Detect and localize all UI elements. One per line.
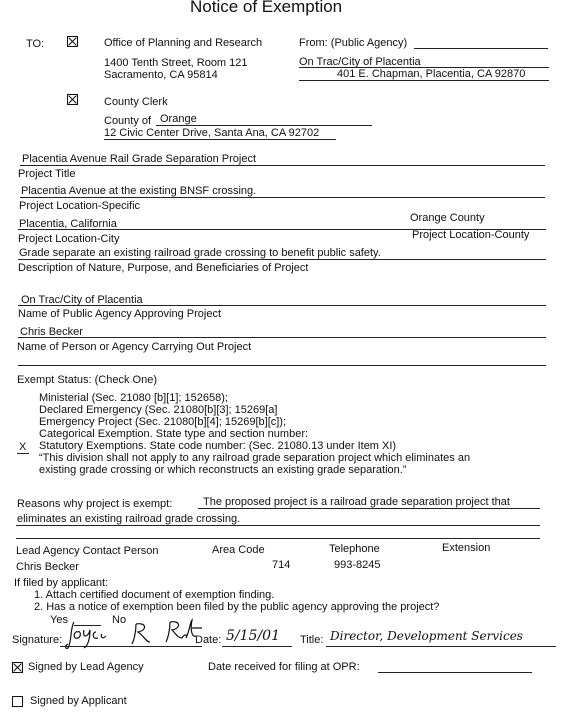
reasons-line1: The proposed project is a railroad grade separation project that xyxy=(203,496,510,508)
applicant-item2: 2. Has a notice of exemption been filed by the public agency approving the project? xyxy=(34,601,440,613)
location-specific-value: Placentia Avenue at the existing BNSF crossing. xyxy=(21,185,257,197)
handwritten-signature xyxy=(66,616,208,652)
signature-label: Signature: xyxy=(12,634,63,646)
exempt-declared: Declared Emergency (Sec. 21080[b][3]; 15269[a] xyxy=(39,404,278,416)
clerk-checkbox[interactable] xyxy=(67,94,78,105)
person-carrying-label: Name of Person or Agency Carrying Out Project xyxy=(17,341,252,353)
exempt-ministerial: Ministerial (Sec. 21080 [b][1]; 152658); xyxy=(39,392,228,404)
from-agency: On Trac/City of Placentia xyxy=(299,56,421,68)
reasons-line2: eliminates an existing railroad grade crossing. xyxy=(17,513,241,525)
location-county-label: Project Location-County xyxy=(412,229,530,241)
approving-agency-value: On Trac/City of Placentia xyxy=(21,294,143,306)
approving-agency-label: Name of Public Agency Approving Project xyxy=(18,308,222,320)
opr-name: Office of Planning and Research xyxy=(104,37,263,49)
opr-checkbox[interactable] xyxy=(67,36,78,47)
exempt-emergency: Emergency Project (Sec. 21080[b][4]; 15269[b][c]); xyxy=(39,416,287,428)
title-label: Title: xyxy=(300,634,324,646)
project-title-label: Project Title xyxy=(18,168,76,180)
contact-person-value: Chris Becker xyxy=(16,561,79,573)
signed-lead-checkbox[interactable] xyxy=(12,662,23,673)
date-label: Date: xyxy=(195,634,222,646)
applicant-item1: 1. Attach certified document of exemption finding. xyxy=(34,589,275,601)
page-title: Notice of Exemption xyxy=(190,0,343,16)
area-code-label: Area Code xyxy=(212,544,265,556)
title-value: Director, Development Services xyxy=(330,629,523,643)
location-city-label: Project Location-City xyxy=(18,233,120,245)
contact-person-label: Lead Agency Contact Person xyxy=(16,545,159,557)
exempt-status-label: Exempt Status: (Check One) xyxy=(17,374,157,386)
telephone-value: 993-8245 xyxy=(334,559,381,571)
extension-label: Extension xyxy=(442,542,491,554)
description-label: Description of Nature, Purpose, and Beneficiaries of Project xyxy=(18,262,309,274)
opr-address2: Sacramento, CA 95814 xyxy=(104,69,218,81)
county-prefix: County of xyxy=(104,115,152,127)
signed-applicant-checkbox[interactable] xyxy=(12,696,23,707)
applicant-yes: Yes xyxy=(50,614,68,626)
telephone-label: Telephone xyxy=(329,543,380,555)
clerk-name: County Clerk xyxy=(104,96,168,108)
date-received-label: Date received for filing at OPR: xyxy=(208,661,360,673)
to-label: TO: xyxy=(26,38,45,50)
exempt-statutory: Statutory Exemptions. State code number: (Sec. 21080.13 under Item XI) xyxy=(39,440,397,452)
signed-applicant-label: Signed by Applicant xyxy=(30,695,127,707)
location-county-value: Orange County xyxy=(410,212,485,224)
exempt-categorical: Categorical Exemption. State type and section number: xyxy=(39,428,309,440)
applicant-no: No xyxy=(112,614,127,626)
statutory-mark: X xyxy=(19,441,27,453)
reasons-label: Reasons why project is exempt: xyxy=(17,498,173,510)
person-carrying-value: Chris Becker xyxy=(20,326,83,338)
location-city-value: Placentia, California xyxy=(19,218,117,230)
signed-lead-label: Signed by Lead Agency xyxy=(28,661,144,673)
from-address: 401 E. Chapman, Placentia, CA 92870 xyxy=(337,68,526,80)
exempt-quote-line1: “This division shall not apply to any railroad grade separation project which eliminates an xyxy=(39,452,471,464)
area-code-value: 714 xyxy=(272,559,291,571)
exempt-quote-line2: existing grade crossing or which reconstructs an existing grade separation.” xyxy=(39,464,407,476)
date-value: 5/15/01 xyxy=(226,628,280,644)
project-title-value: Placentia Avenue Rail Grade Separation Project xyxy=(22,153,256,165)
county-value: Orange xyxy=(160,113,197,125)
location-specific-label: Project Location-Specific xyxy=(19,200,141,212)
opr-address1: 1400 Tenth Street, Room 121 xyxy=(104,57,248,69)
clerk-address: 12 Civic Center Drive, Santa Ana, CA 92702 xyxy=(104,127,320,139)
description-value: Grade separate an existing railroad grade crossing to benefit public safety. xyxy=(19,247,381,259)
from-label: From: (Public Agency) xyxy=(299,37,408,49)
applicant-label: If filed by applicant: xyxy=(14,577,109,589)
